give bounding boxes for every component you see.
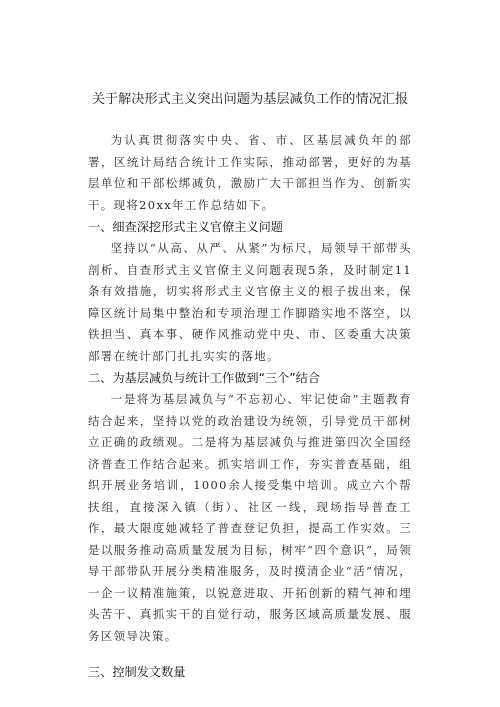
section-3-heading: 三、控制发文数量 (88, 665, 186, 679)
section-1-heading: 一、细查深挖形式主义官僚主义问题 (88, 220, 283, 234)
section-2-paragraph: 一是将为基层减负与“不忘初心、牢记使命”主题教育结合起来，坚持以党的政治建设为统领，引导党员干部树立正确的政绩观。二是将为基层减负与推进第四次全国经济普查工作结合起来。抓实培训工作，夯实普查基础，组织开展业务培训，1000余人接受集中培训。成立六个帮扶组，直接深入镇（街）、社区一线，现场指导普查工作，最大限度她减轻了普查登记负担，提高工作实效。三是以服务推动高质量发展为目标，树牢“四个意识”，局领导干部带队开展分类精准服务，及时摸清企业“活”情况，一企一议精准施策，以锐意进取、开拓创新的精气神和埋头苦干、真抓实干的自觉行动，服务区域高质量发展、服务区领导决策。 (88, 392, 412, 643)
intro-paragraph: 为认真贯彻落实中央、省、市、区基层减负年的部署，区统计局结合统计工作实际，推动部署，更好的为基层单位和干部松绑减负，激励广大干部担当作为、创新实干。现将20xx年工作总结如下。 (88, 133, 412, 212)
section-1-paragraph: 坚持以“从高、从严、从紧”为标尺，局领导干部带头剖析、自查形式主义官僚主义问题表现5条，及时制定11条有效措施，切实将形式主义官僚主义的根子拔出来，保障区统计局集中整治和专项治理工作脚踏实地不落空，以铁担当、真本事、硬作风推动党中央、市、区委重大决策部署在统计部门扎扎实实的落地。 (88, 241, 412, 363)
document-title: 关于解决形式主义突出问题为基层减负工作的情况汇报 (91, 92, 409, 107)
document-body (88, 130, 412, 683)
section-2-heading: 二、为基层减负与统计工作做到“三个”结合 (88, 371, 321, 385)
